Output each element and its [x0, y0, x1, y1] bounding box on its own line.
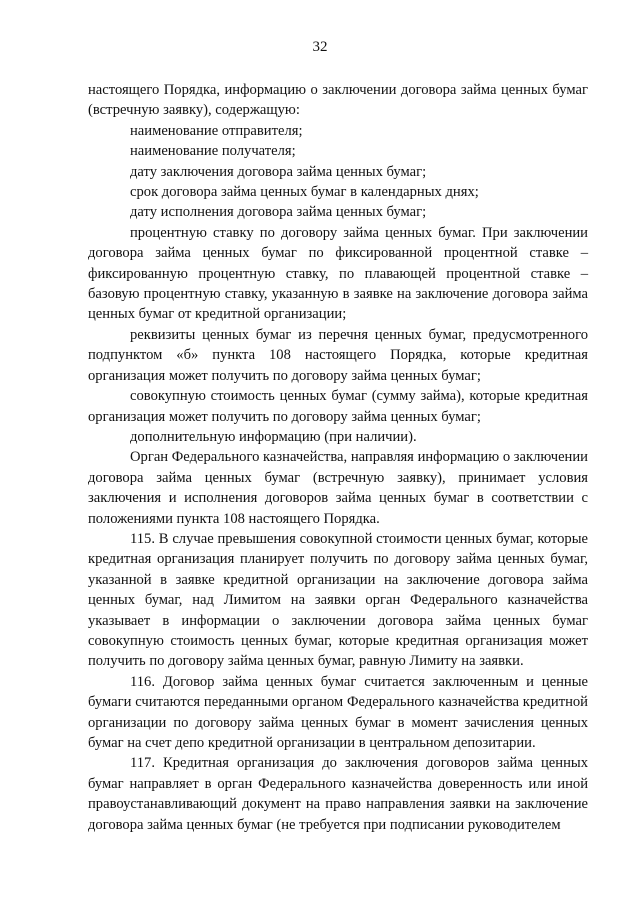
- paragraph-intro: настоящего Порядка, информацию о заключении договора займа ценных бумаг (встречную заявку), содержащую:: [88, 82, 588, 119]
- paragraph-treasury-conditions: Орган Федерального казначейства, направляя информацию о заключении договора займа ценных бумаг (встречную заявку), принимает условия заключения и исполнения договоров займа ценных бумаг в соответствии с положениями пункта 108 настоящего Порядка.: [88, 449, 588, 527]
- list-item-sender-name: наименование отправителя;: [130, 122, 303, 139]
- paragraph-116: 116. Договор займа ценных бумаг считается заключенным и ценные бумаги считаются переданными органом Федерального казначейства кредитной организации по договору займа ценных бумаг в момент зачисления ценных бумаг на счет депо кредитной организации в центральном депозитарии.: [88, 673, 588, 751]
- list-item-execution-date: дату исполнения договора займа ценных бумаг;: [130, 204, 427, 221]
- list-item-contract-term: срок договора займа ценных бумаг в календарных днях;: [130, 184, 479, 201]
- list-item-total-value: совокупную стоимость ценных бумаг (сумму займа), которые кредитная организация может получить по договору займа ценных бумаг;: [88, 388, 588, 425]
- list-item-conclusion-date: дату заключения договора займа ценных бумаг;: [130, 163, 427, 180]
- list-item-additional-info: дополнительную информацию (при наличии).: [130, 428, 417, 445]
- list-item-interest-rate: процентную ставку по договору займа ценных бумаг. При заключении договора займа ценных бумаг по фиксированной процентной ставке – фиксированную процентную ставку, по плавающей процентной ставке – базовую процентную ставку, указанную в заявке на заключение договора займа ценных бумаг от кредитной организации;: [88, 224, 588, 323]
- page-number: 32: [312, 39, 328, 55]
- list-item-securities-details: реквизиты ценных бумаг из перечня ценных бумаг, предусмотренного подпунктом «б» пункта 108 настоящего Порядка, которые кредитная организация может получить по договору займа ценных бумаг;: [88, 326, 588, 384]
- list-item-recipient-name: наименование получателя;: [130, 143, 296, 160]
- paragraph-117: 117. Кредитная организация до заключения договоров займа ценных бумаг направляет в орган Федерального казначейства доверенность или иной правоустанавливающий документ на право направления заявки на заключение договора займа ценных бумаг (не требуется при подписании руководителем: [88, 755, 588, 833]
- document-body: [88, 80, 588, 835]
- paragraph-115: 115. В случае превышения совокупной стоимости ценных бумаг, которые кредитная организация планирует получить по договору займа ценных бумаг, указанной в заявке кредитной организации на заключение договора займа ценных бумаг, над Лимитом на заявки орган Федерального казначейства указывает в информации о заключении договора займа ценных бумаг совокупную стоимость ценных бумаг, которые кредитная организация может получить по договору займа ценных бумаг, равную Лимиту на заявки.: [88, 530, 588, 670]
